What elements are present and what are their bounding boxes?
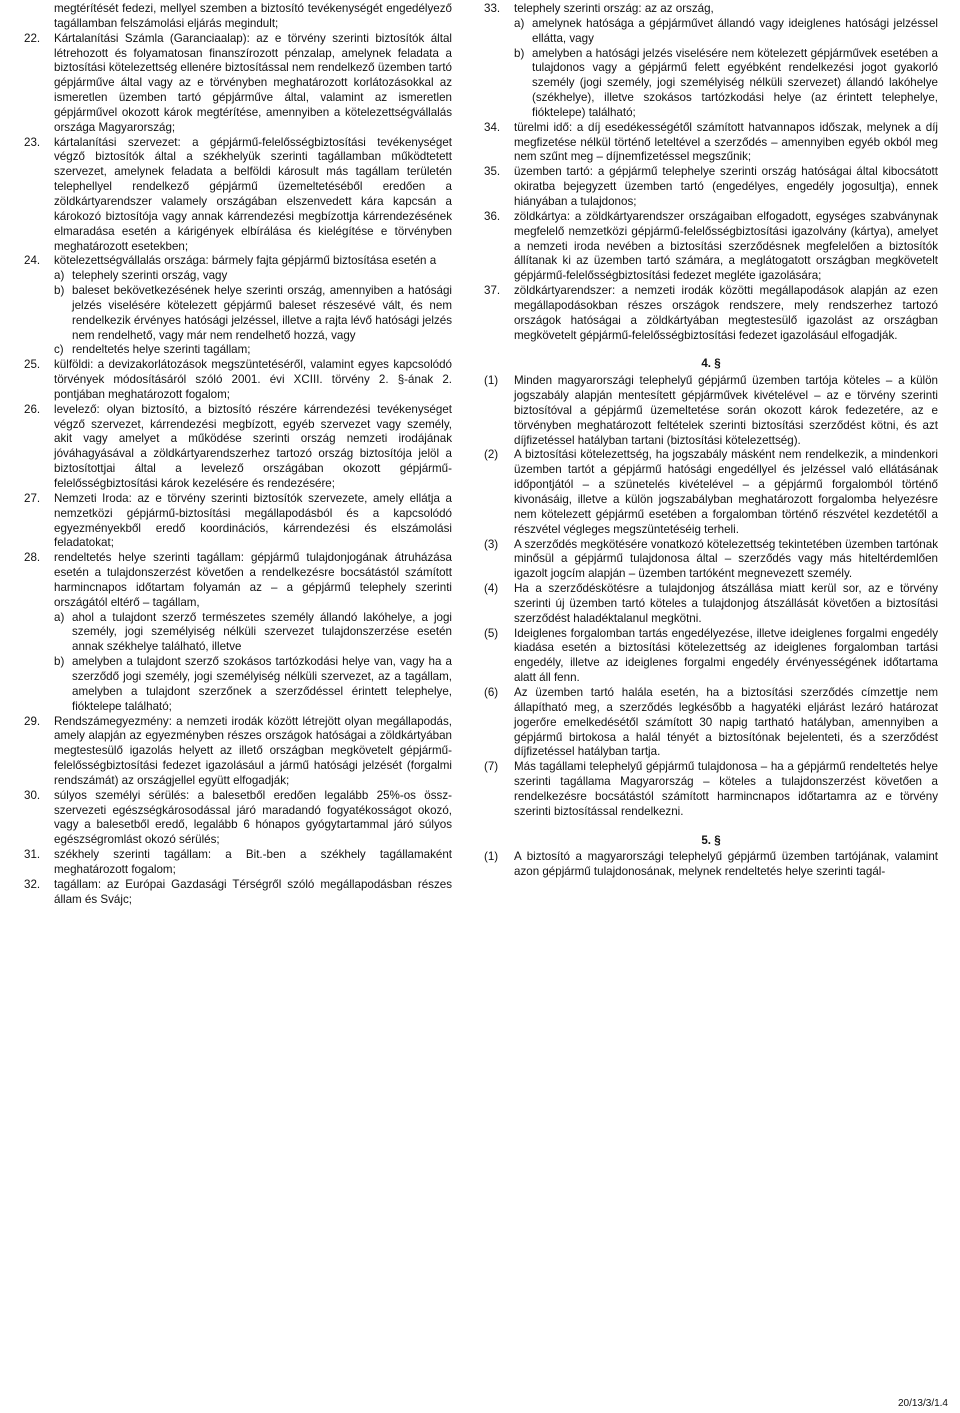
item-number: 32. [24, 877, 41, 891]
paragraph-text: Az üzemben tartó halála esetén, ha a biztosítási szerződés címzettje nem állapítható meg, a szerződés legkésőbb a hagyatéki eljárást lezáró határozat jogerőre emelkedésétől számított 30 napig tartható hatályban, amennyiben a gépjármű birtokosa a halál tényét a biztosítónak bejelenteti, és a szerződést díjfizetéssel hatályban tartja. [514, 685, 938, 759]
item-text: kötelezettségvállalás országa: bármely fajta gépjármű biztosítása esetén a [54, 254, 437, 268]
sub-item-text: baleset bekövetkezésének helye szerinti ország, amennyiben a hatósági jelzés viselésére kötelezett gépjármű baleset részesévé vált, és nem rendelkezik érvényes hatósági jelzéssel, illetve a rajta lévő hatósági jelzés nem rendelhető, vagy már nem rendelhető hozzá, vagy [72, 284, 452, 342]
item-text: türelmi idő: a díj esedékességétől számított hatvannapos időszak, melynek a díj megfizetése nélkül történő leteltével a szerződés – amennyiben egyéb okból meg nem szűnt meg – díjnemfizetéssel megszűnik; [514, 120, 938, 164]
definition-item [484, 284, 938, 343]
definition-item [24, 403, 452, 492]
definition-item [24, 358, 452, 403]
item-number: 29. [24, 714, 41, 728]
item-text: tagállam: az Európai Gazdasági Térségről szóló megállapodásban részes állam és Svájc; [54, 877, 452, 906]
paragraph-number: (6) [484, 685, 499, 699]
item-text: telephely szerinti ország: az az ország, [514, 2, 714, 15]
item-text: Nemzeti Iroda: az e törvény szerinti biztosítók szervezete, amely ellátja a nemzetközi gépjármű-biztosítási megállapodásból és a kapcsolódó egyezményekből eredő koordinációs, kárrendezési és elszámolási feladatokat; [54, 491, 452, 550]
paragraph-text: A biztosító a magyarországi telephelyű gépjármű üzemben tartójának, valamint azon gépjármű tulajdonosának, melynek rendeltetés helye szerinti tagál- [514, 850, 938, 879]
item-text: üzemben tartó: a gépjármű telephelye szerinti ország hatóságai által kibocsátott okiratba bejegyzett üzemben tartó (engedélyes, engedély jogosultja), ennek hiányában a tulajdonos; [514, 165, 938, 208]
paragraph-number: (5) [484, 626, 499, 640]
item-number: 23. [24, 135, 41, 149]
paragraph-text: Más tagállami telephelyű gépjármű tulajdonosa – ha a gépjármű rendeltetés helye szerinti tagállama Magyarország – köteles a tulajdonszerzést követően a rendelkezésre bocsátástól számított harmincnapos időtartamra az e törvény szerinti biztosítással rendelkezni. [514, 760, 938, 818]
item-number: 24. [24, 254, 41, 268]
item-number: 25. [24, 358, 41, 372]
definition-item [24, 492, 452, 551]
item-number: 36. [484, 209, 501, 223]
definition-item [24, 136, 452, 255]
item-number: 30. [24, 788, 41, 802]
section-paragraph [484, 448, 938, 537]
item-number: 28. [24, 551, 41, 565]
sub-item [54, 284, 452, 343]
right-definition-list [484, 2, 938, 343]
right-column [484, 2, 938, 880]
item-text: zöldkártya: a zöldkártyarendszer országaiban elfogadott, egységes szabványnak megfelelő nemzetközi gépjármű-felelősségbiztosítási igazolvány (kártya), amelyet a nemzeti iroda nevében a biztosítási szerződésnek megfelelően a biztosítók állítanak ki az üzemben tartó számára, a meglátogatott országban megkövetelt gépjármű-felelősségbiztosítási fedezet megléte igazolására; [514, 209, 938, 283]
sub-item-label: b) [54, 655, 65, 669]
sub-item [514, 17, 938, 47]
item-number: 34. [484, 120, 501, 134]
item-text: rendeltetés helye szerinti tagállam: gépjármű tulajdonjogának átruházása esetén a tulajdonszerzést követően a rendelkezésre bocsátástól számított harmincnapos időtartam folyamán az – a gépjármű telephely szerinti országától eltérő – tagállam, [54, 551, 452, 609]
sub-item [54, 611, 452, 656]
sub-item-text: amelyben a tulajdont szerző szokásos tartózkodási helye van, vagy ha a szerződő jogi személy, jogi személyiség nélküli szervezet, az a tagállam, amelyben a tulajdont szerzőnek a szerződéssel érintett telephelye, fióktelepe található; [72, 655, 452, 713]
sub-item-label: b) [54, 284, 65, 298]
section-paragraph [484, 760, 938, 819]
definition-item [24, 789, 452, 848]
paragraph-number: (3) [484, 537, 499, 551]
section-paragraph [484, 850, 938, 880]
section-paragraph [484, 686, 938, 760]
sub-item-text: amelynek hatósága a gépjárművet állandó vagy ideiglenes hatósági jelzéssel ellátta, vagy [532, 16, 938, 45]
definition-item [484, 210, 938, 284]
paragraph-text: A biztosítási kötelezettség, ha jogszabály másként nem rendelkezik, a mindenkori üzemben tartót a gépjármű hatósági engedéllyel és jelzéssel való ellátásának időpontjától – a szünetelés kivételével – a gépjármű forgalomból történő kivonásáig, illetve a külön jogszabályban meghatározott forgalomba helyezésre nem kötelezett gépjármű esetében a forgalomban történő részvétel kezdetétől a részvétel végleges megszüntetéséig terheli. [514, 448, 938, 536]
section-paragraph [484, 374, 938, 448]
item-text: levelező: olyan biztosító, a biztosító részére kárrendezési tevékenységet végző szervezet, kárrendezési megbízott, egyéb szervezet vagy személy, akit vagy amelyet a működése szerinti ország nemzeti irodájának jóváhagyásával a zöldkártyarendszerhez tartozó ország biztosítója jelöl a biztosítottjai által a levelező országában okozott gépjármű-felelősségbiztosítási károk kezelésére és rendezésére; [54, 402, 452, 490]
paragraph-number: (2) [484, 448, 499, 462]
definition-item [24, 715, 452, 789]
item-number: 33. [484, 2, 501, 15]
sub-item-text: ahol a tulajdont szerző természetes személy állandó lakóhelye, a jogi személy, jogi személyiség nélküli szervezet tulajdonszerzése esetén annak székhelye található, illetve [72, 610, 452, 654]
definition-item [484, 165, 938, 210]
definition-item [24, 848, 452, 878]
left-column [24, 2, 452, 907]
item-text: Rendszámegyezmény: a nemzeti irodák között létrejött olyan megállapodás, amely alapján az egyezményben részes országok hatóságai a zöldkártyában megtestesülő igazolás helyett az illető országban megkövetelt gépjármű-felelősségbiztosítási fedezet igazolásául a jármű hatósági jelzését (forgalmi rendszámát) az országjellel együtt elfogadják; [54, 714, 452, 787]
section-paragraph [484, 582, 938, 627]
sub-item [54, 655, 452, 714]
sub-item-text: telephely szerinti ország, vagy [72, 269, 228, 283]
section-paragraph [484, 627, 938, 686]
section-4-paragraphs [484, 374, 938, 819]
paragraph-number: (4) [484, 582, 499, 596]
sub-item [514, 47, 938, 121]
left-definition-list [24, 32, 452, 908]
definition-item [24, 32, 452, 136]
item-text: Kártalanítási Számla (Garanciaalap): az e törvény szerinti biztosítók által létrehozott és folyamatosan finanszírozott pénzalap, amelynek feladata a biztosítási kötelezettség ellenére biztosítással nem rendelkező üzemben tartó gépjárműve által vagy az e törvényben meghatározott korlátozásokkal az ismeretlen üzemben tartó gépjárműve által, valamint az ismeretlen gépjárművel okozott károk megtérítése, amennyiben a kötelezettségvállalás országa Magyarország; [54, 31, 452, 134]
item-text: székhely szerinti tagállam: a Bit.-ben a székhely tagállamaként meghatározott fogalom; [54, 848, 452, 876]
item-number: 27. [24, 491, 41, 505]
definition-item [484, 2, 938, 121]
section-4-heading: 4. § [701, 357, 721, 371]
item-text: zöldkártyarendszer: a nemzeti irodák közötti megállapodások alapján az ezen megállapodásokban részes országok rendszere, mely rendszerhez tartozó országok hatóságai a zöldkártyában megtestesülő igazolást az országban megkövetelt gépjármű-felelősségbiztosítási fedezet igazolásául elfogadják. [514, 284, 938, 342]
paragraph-text: Ideiglenes forgalomban tartás engedélyezése, illetve ideiglenes forgalmi engedély kiadása esetén a biztosítási kötelezettség az ideiglenes forgalomban tartási engedély, illetve az ideiglenes forgalmi engedély érvényességének időtartama alatt áll fenn. [514, 626, 938, 685]
sub-item-label: c) [54, 343, 64, 357]
sub-item-text: rendeltetés helye szerinti tagállam; [72, 343, 251, 357]
paragraph-text: Minden magyarországi telephelyű gépjármű üzemben tartója köteles – a külön jogszabály alapján mentesített gépjárművek kivételével – az e törvény szerinti biztosítóval a gépjármű üzemeltetése során okozott károk fedezetére, az e törvényben meghatározott feltételek szerinti biztosítási szerződést kötni, és azt díjfizetéssel hatályban tartani (biztosítási kötelezettség). [514, 374, 938, 447]
item-text: súlyos személyi sérülés: a balesetből eredően legalább 25%-os össz-szervezeti egészségkárosodással járó maradandó fogyatékosságot okozó, vagy a balesetből eredő, legalább 6 hónapos gyógytartammal járó súlyos egészségromlást okozó sérülés; [54, 788, 452, 847]
paragraph-number: (1) [484, 850, 499, 864]
item-text: külföldi: a devizakorlátozások megszüntetéséről, valamint egyes kapcsolódó törvények módosításáról szóló 2001. évi XCIII. törvény 2. §-ának 2. pontjában meghatározott fogalom; [54, 358, 452, 401]
item-number: 35. [484, 165, 501, 179]
page-reference: 20/13/3/1.4 [897, 1398, 948, 1409]
sub-item-label: a) [514, 16, 525, 30]
item-number: 26. [24, 402, 41, 416]
continuation-text: megtérítését fedezi, mellyel szemben a biztosító tevékenységét engedélyező tagállamban felszámolási eljárás megindult; [54, 2, 452, 30]
section-paragraph [484, 538, 938, 583]
paragraph-number: (1) [484, 374, 499, 388]
sub-item-label: b) [514, 46, 525, 60]
definition-item [24, 551, 452, 714]
section-5-heading: 5. § [701, 833, 721, 847]
sub-item-text: amelyben a hatósági jelzés viselésére nem kötelezett gépjárművek esetében a tulajdonos vagy a gépjármű felett egyébként rendelkezési jogot gyakorló személy (jogi személy, jogi személyiség nélküli szervezet) állandó lakóhelye (székhelye), illetve szokásos tartózkodási helye (az érintett telephelye, fióktelepe) található; [532, 46, 938, 119]
paragraph-number: (7) [484, 760, 499, 774]
sub-item [54, 343, 452, 358]
sub-item-label: a) [54, 269, 65, 283]
sub-item-label: a) [54, 610, 65, 624]
sub-item [54, 269, 452, 284]
item-number: 37. [484, 284, 501, 298]
definition-item [24, 254, 452, 358]
paragraph-text: A szerződés megkötésére vonatkozó kötelezettség tekintetében üzemben tartónak minősül a gépjármű tulajdonosa által – szerződés vagy más hiteltérdemlően igazolt jogcím alapján – üzemben tartóként megnevezett személy. [514, 537, 938, 581]
paragraph-text: Ha a szerződéskötésre a tulajdonjog átszállása miatt kerül sor, az e törvény szerinti új üzemben tartó köteles a tulajdonjog átszállását követően a biztosítási szerződést haladéktalanul megkötni. [514, 582, 938, 625]
item-text: kártalanítási szervezet: a gépjármű-felelősségbiztosítási tevékenységet végző biztosítók által a székhelyük szerinti tagállamban működtetett szervezet, amelynek feladata a belföldi károsult más tagállam területén telephellyel rendelkező gépjármű üzemeltetéséből eredően a zöldkártyarendszer valamely országában elszenvedett kára kapcsán a károkozó biztosítója vagy annak kárrendezési megbízottja kárrendezésének elmaradása esetén a kárigények elbírálása és kielégítése e törvényben meghatározott esetekben; [54, 135, 452, 253]
item-number: 22. [24, 31, 41, 45]
definition-item [24, 878, 452, 908]
section-5-paragraphs [484, 850, 938, 880]
item-number: 31. [24, 848, 41, 862]
definition-item [484, 121, 938, 166]
